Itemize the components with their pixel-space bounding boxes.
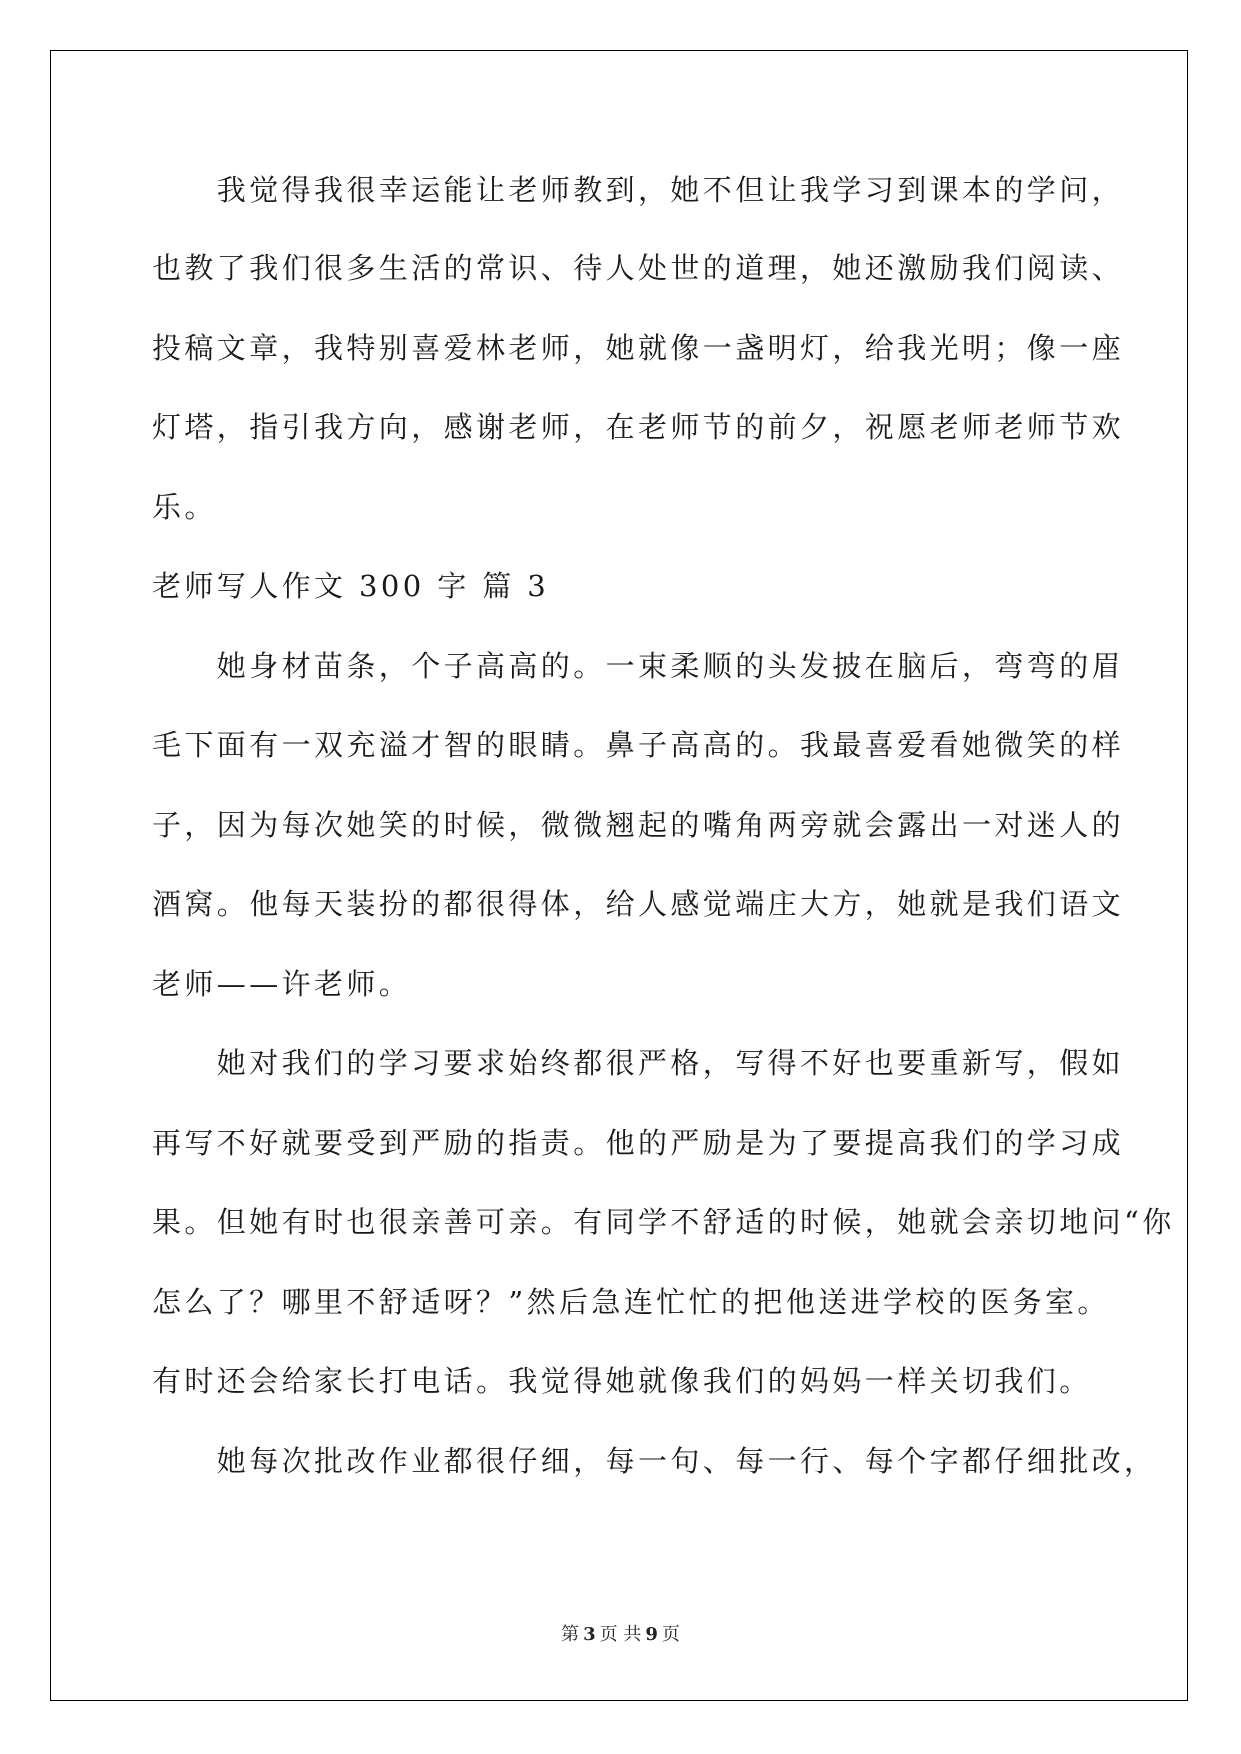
footer-mid: 页 共 — [599, 1624, 642, 1645]
text-line: 她对我们的学习要求始终都很严格，写得不好也要重新写，假如 — [152, 1046, 1125, 1080]
footer-suffix: 页 — [661, 1624, 680, 1645]
text-line: 果。但她有时也很亲善可亲。有同学不舒适的时候，她就会亲切地问“你 — [152, 1205, 1175, 1239]
text-line: 乐。 — [152, 490, 217, 524]
text-line: 也教了我们很多生活的常识、待人处世的道理，她还激励我们阅读、 — [152, 251, 1125, 285]
text-line: 毛下面有一双充溢才智的眼睛。鼻子高高的。我最喜爱看她微笑的样 — [152, 728, 1125, 762]
text-line: 再写不好就要受到严励的指责。他的严励是为了要提高我们的学习成 — [152, 1126, 1125, 1160]
text-line: 灯塔，指引我方向，感谢老师，在老师节的前夕，祝愿老师老师节欢 — [152, 410, 1125, 444]
text-line: 她每次批改作业都很仔细，每一句、每一行、每个字都仔细批改， — [152, 1444, 1157, 1478]
text-line: 老师——许老师。 — [152, 967, 412, 1001]
text-line: 投稿文章，我特别喜爱林老师，她就像一盏明灯，给我光明；像一座 — [152, 331, 1125, 365]
total-page-number: 9 — [645, 1624, 658, 1645]
text-line: 她身材苗条，个子高高的。一束柔顺的头发披在脑后，弯弯的眉 — [152, 649, 1125, 683]
current-page-number: 3 — [583, 1624, 596, 1645]
text-line: 子，因为每次她笑的时候，微微翘起的嘴角两旁就会露出一对迷人的 — [152, 808, 1125, 842]
section-heading: 老师写人作文 300 字 篇 3 — [152, 569, 550, 603]
footer-prefix: 第 — [561, 1624, 580, 1645]
page-footer — [0, 1620, 1241, 1646]
text-line: 酒窝。他每天装扮的都很得体，给人感觉端庄大方，她就是我们语文 — [152, 887, 1125, 921]
text-line: 怎么了？哪里不舒适呀？”然后急连忙忙的把他送进学校的医务室。 — [152, 1285, 1110, 1319]
text-line: 我觉得我很幸运能让老师教到，她不但让我学习到课本的学问， — [152, 173, 1125, 207]
text-line: 有时还会给家长打电话。我觉得她就像我们的妈妈一样关切我们。 — [152, 1364, 1092, 1398]
